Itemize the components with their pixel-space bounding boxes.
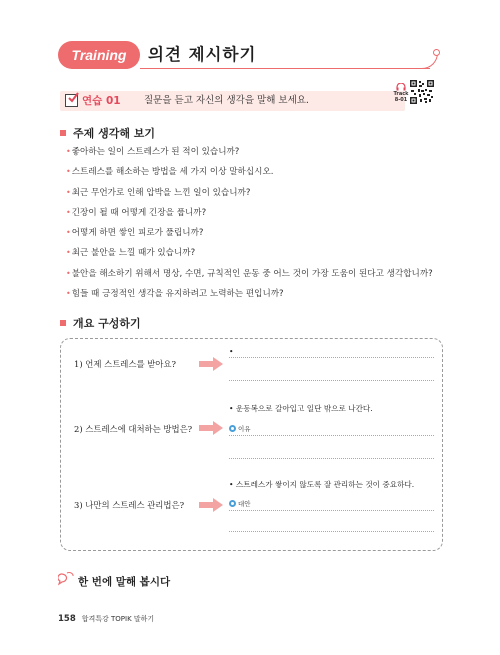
square-bullet-icon: [60, 130, 66, 136]
arrow-right-icon: [199, 498, 223, 512]
answer-line: [229, 435, 434, 436]
training-badge: Training: [58, 41, 140, 69]
reason-tag: 이유: [229, 424, 251, 433]
list-item: •힘들 때 긍정적인 생각을 유지하려고 노력하는 편입니까?: [66, 289, 284, 300]
topic-heading-text: 주제 생각해 보기: [73, 127, 156, 140]
answer-line: [229, 458, 434, 459]
title-underline: [140, 68, 430, 69]
topic-question-list: [66, 142, 466, 304]
speech-bubble-icon: [58, 572, 74, 586]
page-header: [0, 30, 500, 78]
tag-dot-icon: [229, 500, 236, 507]
page-number: 158: [58, 614, 76, 624]
answer-line: [229, 380, 434, 381]
answer-line: [229, 357, 434, 358]
outline-section-heading: [60, 315, 141, 331]
track-label: Track: [393, 91, 409, 97]
square-bullet-icon: [60, 320, 66, 326]
list-item: •최근 불안을 느낄 때가 있습니까?: [66, 248, 196, 259]
qr-code-icon[interactable]: [410, 80, 434, 104]
tag-dot-icon: [229, 425, 236, 432]
checkbox-icon: [65, 94, 78, 107]
practice-instruction: 질문을 듣고 자신의 생각을 말해 보세요.: [144, 95, 309, 106]
outline-question: 1) 언제 스트레스를 받아요?: [74, 359, 176, 369]
list-item: •어떻게 하면 쌓인 피로가 풀립니까?: [66, 228, 204, 239]
track-number: 8-01: [394, 97, 408, 103]
list-item: •최근 무언가로 인해 압박을 느낀 일이 있습니까?: [66, 187, 251, 198]
book-title: 합격특강 TOPIK 말하기: [81, 615, 155, 623]
answer-line: [229, 510, 434, 511]
list-item: •불안을 해소하기 위해서 명상, 수면, 규칙적인 운동 중 어느 것이 가장 도움이 된다고 생각합니까?: [66, 268, 433, 279]
answer-line: [229, 531, 434, 532]
speak-section-heading: 한 번에 말해 봅시다: [78, 576, 171, 588]
alternative-tag: 대안: [229, 499, 251, 508]
outline-box: [60, 338, 443, 551]
answer-text: • 스트레스가 쌓이지 않도록 잘 관리하는 것이 중요하다.: [229, 480, 415, 489]
list-item: •좋아하는 일이 스트레스가 된 적이 있습니까?: [66, 147, 240, 157]
topic-section-heading: [60, 125, 155, 141]
answer-text: • 운동복으로 갈아입고 일단 밖으로 나간다.: [229, 404, 373, 413]
page-footer: [58, 614, 154, 624]
headphone-icon: [396, 83, 406, 91]
outline-heading-text: 개요 구성하기: [73, 317, 141, 330]
list-item: •긴장이 될 때 어떻게 긴장을 풉니까?: [66, 207, 207, 218]
arrow-right-icon: [199, 421, 223, 435]
list-item: •스트레스를 해소하는 방법을 세 가지 이상 말하십시오.: [66, 167, 274, 178]
outline-question: 3) 나만의 스트레스 관리법은?: [74, 500, 185, 510]
answer-text: •: [229, 347, 234, 356]
arrow-right-icon: [199, 357, 223, 371]
outline-question: 2) 스트레스에 대처하는 방법은?: [74, 424, 193, 434]
practice-instruction-bar: [60, 91, 405, 111]
audio-track[interactable]: [393, 83, 409, 103]
title-ornament-dot: [433, 49, 440, 56]
practice-label: 연습 01: [82, 95, 121, 107]
page-title: 의견 제시하기: [148, 45, 257, 64]
